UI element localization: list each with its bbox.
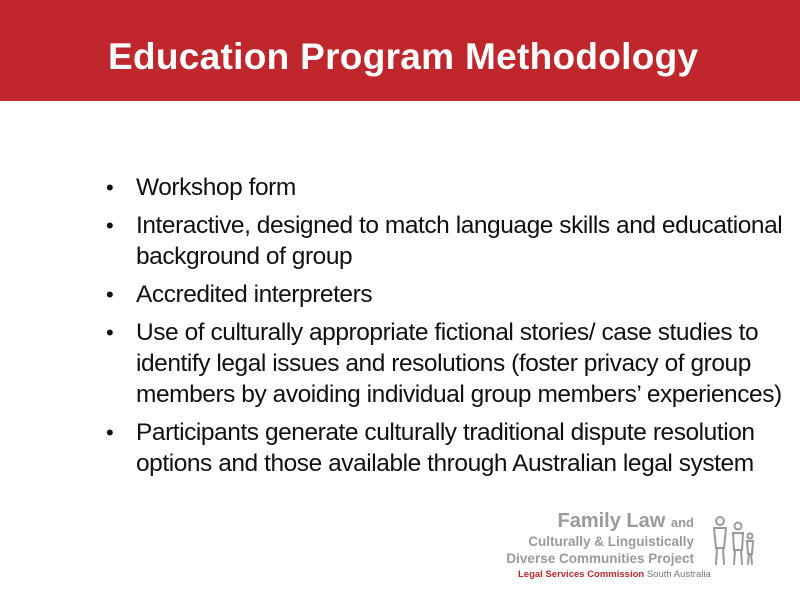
- logo-footer: [518, 569, 711, 580]
- slide-title: Education Program Methodology: [108, 36, 699, 77]
- logo-footer-commission: Legal Services Commission: [518, 569, 645, 580]
- bullet-item: • Interactive, designed to match language skills and educational background of group: [102, 210, 792, 272]
- project-logo: [506, 510, 794, 586]
- title-bar: [0, 0, 800, 101]
- bullet-item: • Participants generate culturally traditional dispute resolution options and those available through Australian legal system: [102, 417, 792, 479]
- logo-footer-state: South Australia: [646, 569, 711, 580]
- people-figures-icon: [706, 512, 756, 568]
- bullet-item: • Use of culturally appropriate fictional stories/ case studies to identify legal issues and resolutions (foster privacy of group members by avoiding individual group members’ experiences): [102, 317, 792, 410]
- logo-title: [558, 510, 695, 533]
- logo-title-main: Family Law: [557, 510, 666, 532]
- bullet-item: • Workshop form: [102, 172, 792, 203]
- bullet-list: [102, 172, 792, 486]
- logo-title-and: and: [670, 515, 694, 530]
- bullet-item: • Accredited interpreters: [102, 279, 792, 310]
- logo-subtitle-2: Diverse Communities Project: [506, 551, 694, 566]
- logo-subtitle-1: Culturally & Linguistically: [528, 534, 694, 549]
